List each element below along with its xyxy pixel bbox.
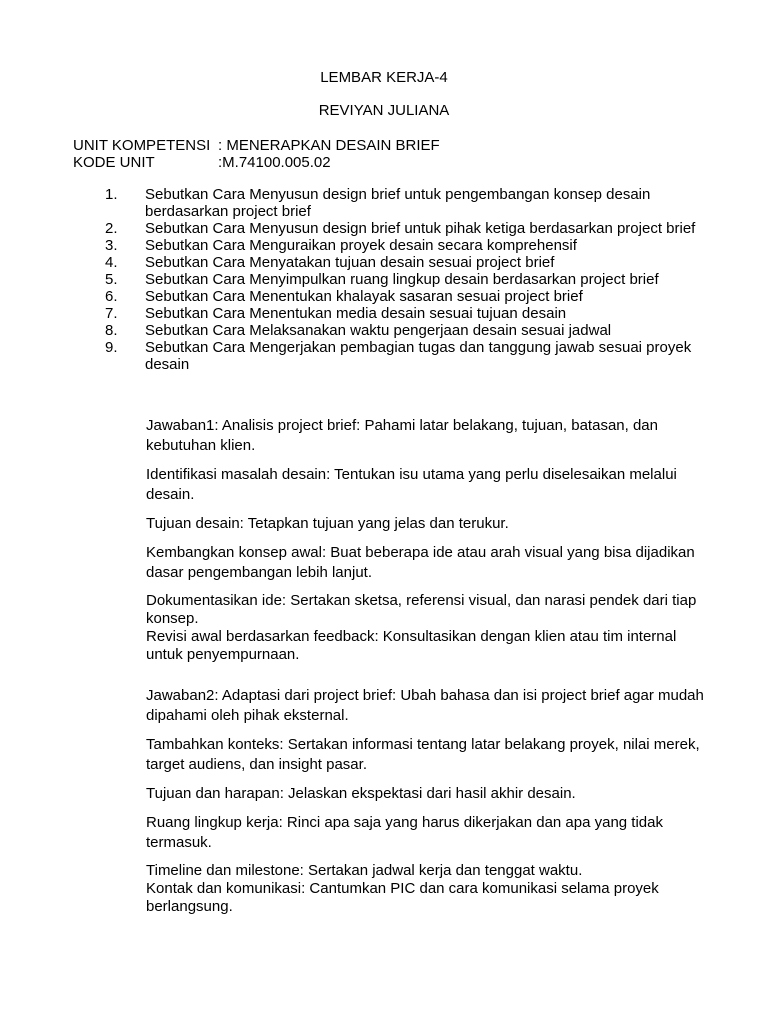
list-item bbox=[105, 271, 705, 288]
question-number: 2. bbox=[105, 220, 118, 237]
question-text: Sebutkan Cara Melaksanakan waktu pengerjaan desain sesuai jadwal bbox=[145, 322, 612, 339]
question-number: 3. bbox=[105, 237, 118, 254]
list-item bbox=[105, 288, 705, 305]
question-number: 8. bbox=[105, 322, 118, 339]
unit-label: UNIT KOMPETENSI bbox=[73, 137, 211, 154]
code-label: KODE UNIT bbox=[73, 154, 155, 171]
question-text: Sebutkan Cara Menyatakan tujuan desain sesuai project brief bbox=[145, 254, 555, 271]
section-gap bbox=[146, 664, 706, 686]
list-item bbox=[105, 237, 705, 254]
code-row bbox=[73, 154, 440, 171]
list-item bbox=[105, 254, 705, 271]
unit-row bbox=[73, 137, 440, 154]
answer-paragraph: Kembangkan konsep awal: Buat beberapa ide atau arah visual yang bisa dijadikan dasar pengembangan lebih lanjut. bbox=[146, 544, 695, 581]
document-title: LEMBAR KERJA-4 bbox=[320, 69, 448, 86]
answer-paragraph: Dokumentasikan ide: Sertakan sketsa, referensi visual, dan narasi pendek dari tiap konsep. bbox=[146, 592, 697, 627]
answer-paragraph: Timeline dan milestone: Sertakan jadwal kerja dan tenggat waktu. bbox=[146, 862, 583, 879]
unit-value: : MENERAPKAN DESAIN BRIEF bbox=[218, 137, 440, 154]
unit-meta bbox=[73, 137, 440, 171]
answer-paragraph: Tujuan dan harapan: Jelaskan ekspektasi dari hasil akhir desain. bbox=[146, 785, 576, 802]
question-text: Sebutkan Cara Mengerjakan pembagian tugas dan tanggung jawab sesuai proyek desain bbox=[145, 339, 692, 373]
list-item bbox=[105, 322, 705, 339]
question-text: Sebutkan Cara Menyusun design brief untuk pengembangan konsep desain berdasarkan project brief bbox=[145, 186, 651, 220]
question-text: Sebutkan Cara Menentukan media desain sesuai tujuan desain bbox=[145, 305, 567, 322]
answer-paragraph: Jawaban1: Analisis project brief: Pahami latar belakang, tujuan, batasan, dan kebutuhan klien. bbox=[146, 417, 658, 454]
answer-1-block bbox=[146, 416, 706, 664]
question-text: Sebutkan Cara Menentukan khalayak sasaran sesuai project brief bbox=[145, 288, 583, 305]
question-number: 4. bbox=[105, 254, 118, 271]
answer-paragraph: Revisi awal berdasarkan feedback: Konsultasikan dengan klien atau tim internal untuk penyempurnaan. bbox=[146, 628, 677, 663]
question-text: Sebutkan Cara Menyusun design brief untuk pihak ketiga berdasarkan project brief bbox=[145, 220, 696, 237]
answer-paragraph: Ruang lingkup kerja: Rinci apa saja yang harus dikerjakan dan apa yang tidak termasuk. bbox=[146, 814, 663, 851]
question-list bbox=[105, 186, 705, 373]
list-item bbox=[105, 339, 705, 373]
question-text: Sebutkan Cara Menguraikan proyek desain secara komprehensif bbox=[145, 237, 577, 254]
author-name: REVIYAN JULIANA bbox=[318, 102, 450, 119]
list-item bbox=[105, 305, 705, 322]
question-text: Sebutkan Cara Menyimpulkan ruang lingkup desain berdasarkan project brief bbox=[145, 271, 659, 288]
answer-paragraph: Jawaban2: Adaptasi dari project brief: Ubah bahasa dan isi project brief agar mudah dipahami oleh pihak eksternal. bbox=[146, 687, 704, 724]
question-number: 9. bbox=[105, 339, 118, 356]
answer-paragraph: Tujuan desain: Tetapkan tujuan yang jelas dan terukur. bbox=[146, 515, 509, 532]
question-number: 1. bbox=[105, 186, 118, 203]
question-number: 5. bbox=[105, 271, 118, 288]
answer-paragraph: Tambahkan konteks: Sertakan informasi tentang latar belakang proyek, nilai merek, target audiens, dan insight pasar. bbox=[146, 736, 700, 773]
list-item bbox=[105, 186, 705, 220]
answer-2-block bbox=[146, 686, 706, 916]
answers-section bbox=[146, 416, 706, 916]
code-value: :M.74100.005.02 bbox=[218, 154, 331, 171]
answer-paragraph: Kontak dan komunikasi: Cantumkan PIC dan cara komunikasi selama proyek berlangsung. bbox=[146, 880, 659, 915]
list-item bbox=[105, 220, 705, 237]
answer-paragraph: Identifikasi masalah desain: Tentukan isu utama yang perlu diselesaikan melalui desain. bbox=[146, 466, 677, 503]
question-number: 7. bbox=[105, 305, 118, 322]
question-number: 6. bbox=[105, 288, 118, 305]
